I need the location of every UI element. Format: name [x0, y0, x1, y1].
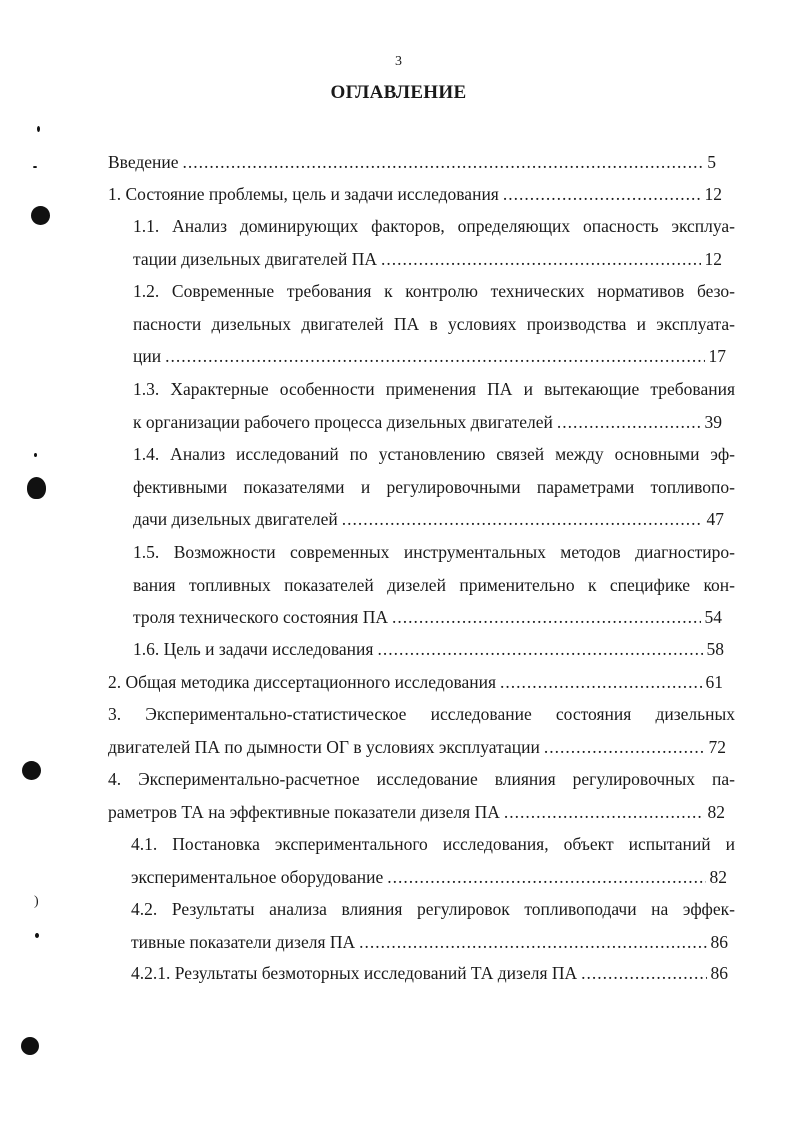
- toc-line: пасности дизельных двигателей ПА в условиях производства и эксплуата-: [133, 313, 735, 334]
- binding-hole-mark: [31, 206, 50, 225]
- toc-line: 1.1. Анализ доминирующих факторов, определяющих опасность эксплуа-: [133, 216, 735, 236]
- toc-line: вания топливных показателей дизелей применительно к специфике кон-: [133, 574, 735, 595]
- toc-page-number: 17: [708, 346, 726, 366]
- toc-entry-chapter-3: [108, 698, 735, 763]
- toc-line: ции ..... 17: [133, 340, 726, 373]
- toc-line: 1.4. Анализ исследований по установлению связей между основными эф-: [133, 444, 735, 464]
- toc-line: 1. Состояние проблемы, цель и задачи исследования ..... 12: [108, 178, 722, 211]
- toc-line: к организации рабочего процесса дизельных двигателей ..... 39: [133, 406, 722, 439]
- toc-line: Введение ..... 5: [108, 146, 716, 179]
- toc-entry-chapter-1: [108, 178, 722, 211]
- toc-line: раметров ТА на эффективные показатели дизеля ПА ..... 82: [108, 796, 725, 829]
- toc-line: фективными показателями и регулировочными параметрами топливопо-: [133, 476, 735, 497]
- toc-page-number: 58: [706, 639, 724, 659]
- toc-page-number: 54: [704, 607, 722, 627]
- binding-hole-mark: [21, 1037, 39, 1055]
- toc-line: 4.2.1. Результаты безмоторных исследований ТА дизеля ПА ..... 86: [131, 957, 728, 990]
- toc-page-number: 86: [710, 963, 728, 983]
- binding-hole-mark: [27, 477, 46, 499]
- toc-page-number: 47: [706, 509, 724, 529]
- toc-page-number: 12: [704, 248, 722, 269]
- scan-speck: [34, 453, 37, 457]
- page-number: 3: [395, 54, 402, 69]
- toc-line: 1.5. Возможности современных инструментальных методов диагностиро-: [133, 542, 735, 562]
- toc-line: троля технического состояния ПА ..... 54: [133, 601, 722, 634]
- toc-line: 4. Экспериментально-расчетное исследование влияния регулировочных па-: [108, 769, 735, 789]
- page-title: ОГЛАВЛЕНИЕ: [330, 82, 467, 103]
- scan-speck: [33, 166, 37, 168]
- toc-entry-1-3: [133, 373, 735, 438]
- toc-entry-chapter-2: [108, 666, 723, 699]
- toc-entry-4-1: [131, 828, 735, 893]
- toc-line: двигателей ПА по дымности ОГ в условиях эксплуатации ..... 72: [108, 731, 726, 764]
- toc-line: дачи дизельных двигателей ..... 47: [133, 503, 724, 536]
- toc-entry-introduction: [108, 146, 716, 179]
- toc-page-number: 86: [710, 931, 728, 952]
- toc-line: экспериментальное оборудование ..... 82: [131, 861, 727, 894]
- scan-speck: [35, 933, 39, 938]
- toc-line: 4.1. Постановка экспериментального исследования, объект испытаний и: [131, 834, 735, 854]
- toc-entry-chapter-4: [108, 763, 735, 828]
- toc-page-number: 72: [708, 736, 726, 757]
- toc-page-number: 39: [704, 411, 722, 432]
- toc-line: 1.3. Характерные особенности применения ПА и вытекающие требования: [133, 379, 735, 399]
- scan-speck: [37, 126, 40, 132]
- toc-line: 4.2. Результаты анализа влияния регулировок топливоподачи на эффек-: [131, 899, 735, 919]
- toc-line: 3. Экспериментально-статистическое исследование состояния дизельных: [108, 704, 735, 724]
- toc-entry-1-4: [133, 438, 735, 536]
- toc-entry-1-1: [133, 210, 735, 275]
- toc-page-number: 82: [709, 866, 727, 887]
- toc-line: 1.6. Цель и задачи исследования ..... 58: [133, 633, 724, 666]
- toc-entry-4-2: [131, 893, 735, 958]
- toc-page-number: 61: [705, 672, 723, 692]
- toc-line: 2. Общая методика диссертационного исследования ..... 61: [108, 666, 723, 699]
- binding-hole-mark: [22, 761, 41, 780]
- toc-entry-4-2-1: [131, 957, 728, 990]
- toc-page-number: 5: [707, 152, 716, 172]
- toc-entry-1-2: [133, 275, 735, 373]
- toc-page-number: 82: [707, 801, 725, 822]
- toc-page-number: 12: [704, 184, 722, 204]
- toc-entry-1-6: [133, 633, 724, 666]
- scan-speck: ): [34, 894, 39, 909]
- toc-entry-1-5: [133, 536, 735, 634]
- toc-line: тивные показатели дизеля ПА ..... 86: [131, 926, 728, 959]
- toc-line: 1.2. Современные требования к контролю технических нормативов безо-: [133, 281, 735, 301]
- toc-line: тации дизельных двигателей ПА ..... 12: [133, 243, 722, 276]
